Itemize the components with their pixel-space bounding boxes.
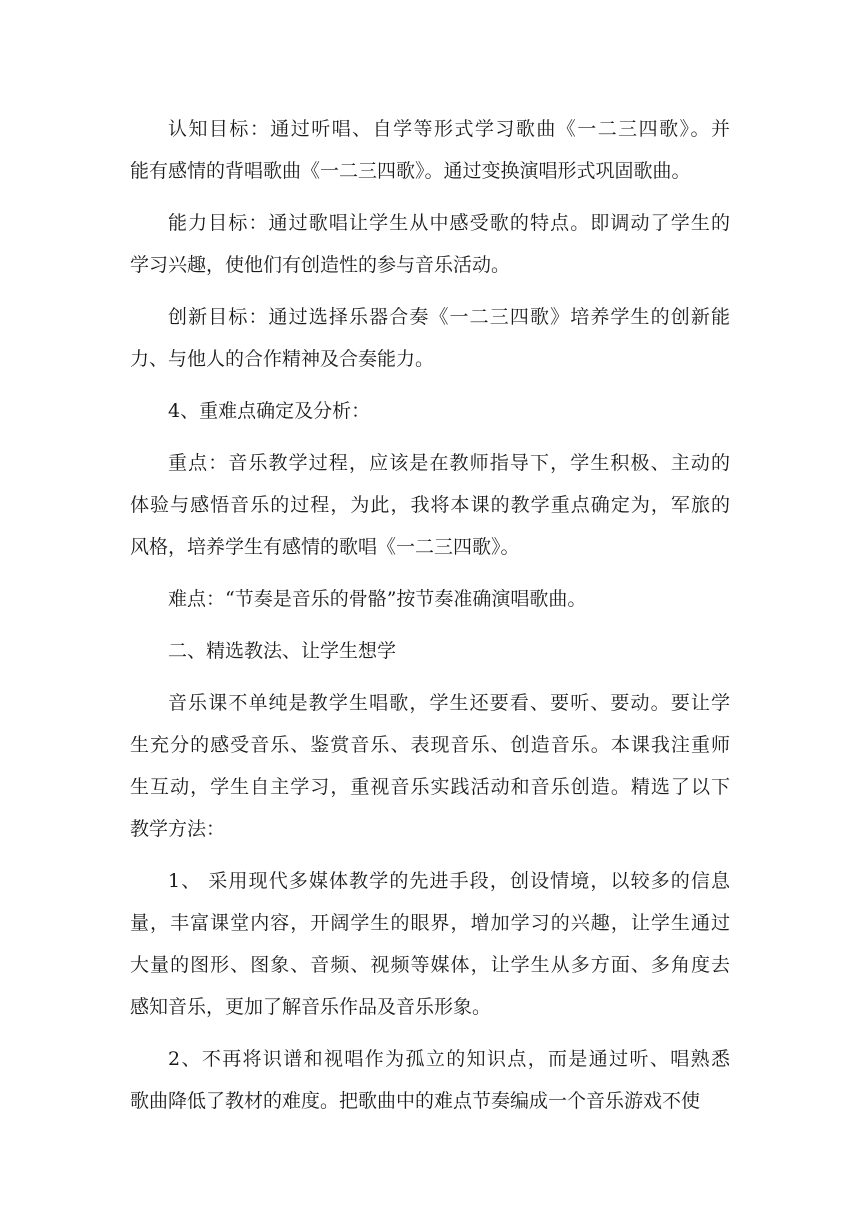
paragraph-line: 二、精选教法、让学生想学 — [168, 640, 397, 662]
paragraph-line: 生充分的感受音乐、鉴赏音乐、表现音乐、创造音乐。本课我注重师 — [130, 734, 730, 756]
paragraph-cognitive-goal — [130, 108, 730, 192]
paragraph-line: 量，丰富课堂内容，开阔学生的眼界，增加学习的兴趣，让学生通过 — [130, 912, 730, 934]
paragraph-line: 体验与感悟音乐的过程，为此，我将本课的教学重点确定为，军旅的 — [130, 494, 730, 516]
paragraph-key-point — [130, 442, 730, 568]
document-body — [130, 108, 730, 1122]
paragraph-line: 力、与他人的合作精神及合奏能力。 — [130, 348, 435, 370]
paragraph-line: 大量的图形、图象、音频、视频等媒体，让学生从多方面、多角度去 — [130, 954, 730, 976]
paragraph-ability-goal — [130, 202, 730, 286]
paragraph-innovation-goal — [130, 296, 730, 380]
paragraph-line: 歌曲降低了教材的难度。把歌曲中的难点节奏编成一个音乐游戏不使 — [130, 1090, 701, 1112]
paragraph-line: 重点：音乐教学过程，应该是在教师指导下，学生积极、主动的 — [168, 452, 730, 474]
paragraph-line: 认知目标：通过听唱、自学等形式学习歌曲《一二三四歌》。并 — [168, 118, 730, 140]
paragraph-line: 4、重难点确定及分析： — [168, 400, 371, 422]
paragraph-section-two-heading — [130, 630, 730, 672]
paragraph-line: 难点：“节奏是音乐的骨骼”按节奏准确演唱歌曲。 — [168, 588, 587, 610]
paragraph-line: 音乐课不单纯是教学生唱歌，学生还要看、要听、要动。要让学 — [168, 692, 730, 714]
paragraph-line: 2、不再将识谱和视唱作为孤立的知识点，而是通过听、唱熟悉 — [168, 1048, 730, 1070]
paragraph-difficult-point — [130, 578, 730, 620]
paragraph-method-one — [130, 860, 730, 1028]
paragraph-line: 能力目标：通过歌唱让学生从中感受歌的特点。即调动了学生的 — [168, 212, 730, 234]
paragraph-line: 能有感情的背唱歌曲《一二三四歌》。通过变换演唱形式巩固歌曲。 — [130, 160, 691, 182]
paragraph-music-class — [130, 682, 730, 850]
paragraph-key-difficult-heading — [130, 390, 730, 432]
paragraph-line: 教学方法： — [130, 818, 226, 840]
paragraph-method-two — [130, 1038, 730, 1122]
paragraph-line: 风格，培养学生有感情的歌唱《一二三四歌》。 — [130, 536, 520, 558]
paragraph-line: 生互动，学生自主学习，重视音乐实践活动和音乐创造。精选了以下 — [130, 776, 730, 798]
paragraph-line: 感知音乐，更加了解音乐作品及音乐形象。 — [130, 996, 492, 1018]
paragraph-line: 创新目标：通过选择乐器合奏《一二三四歌》培养学生的创新能 — [168, 306, 730, 328]
paragraph-line: 学习兴趣，使他们有创造性的参与音乐活动。 — [130, 254, 511, 276]
paragraph-line: 1、 采用现代多媒体教学的先进手段，创设情境，以较多的信息 — [168, 870, 730, 892]
